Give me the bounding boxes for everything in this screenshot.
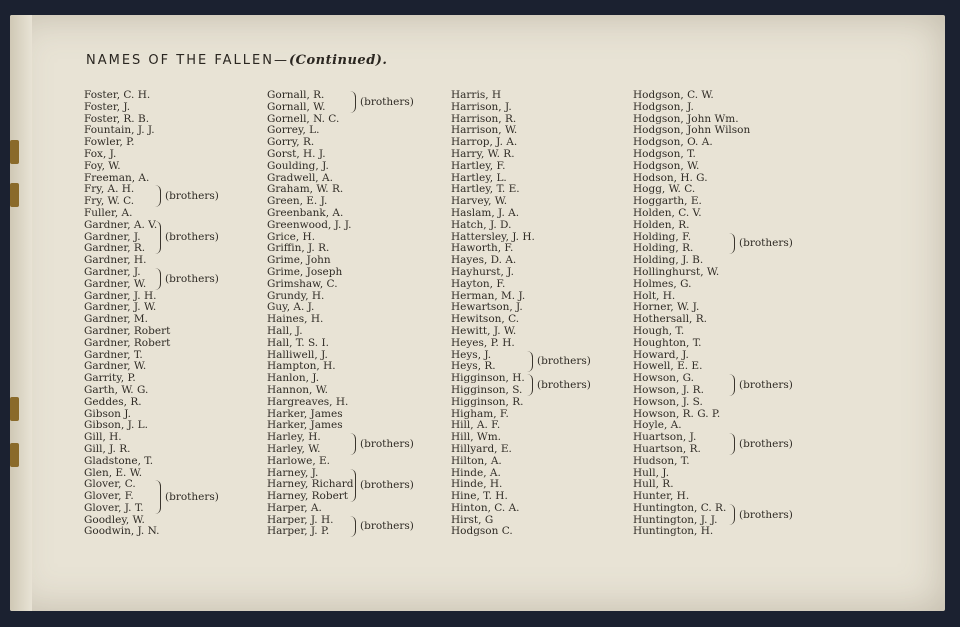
brothers-group [267,89,414,114]
brothers-group [84,218,219,255]
name-entry: Hirst, G [451,513,494,526]
brothers-label: (brothers) [165,272,219,285]
name-entry: Greenbank, A. [267,206,344,219]
name-entry: Heys, J. [451,348,492,361]
brace-mark [154,221,161,254]
brothers-label: (brothers) [537,355,591,368]
name-entry: Hannon, W. [267,383,328,396]
name-entry: Hewartson, J. [451,301,523,314]
name-entry: Goodwin, J. N. [84,525,160,538]
name-entry: Gardner, Robert [84,336,171,349]
name-entry: Gibson, J. L. [84,419,148,432]
name-entry: Heyes, P. H. [451,336,515,349]
names-column-1 [84,89,219,538]
brace-mark [154,185,161,207]
name-entry: Gornell, N. C. [267,112,340,125]
name-entry: Fowler, P. [84,136,135,149]
name-entry: Hatch, J. D. [451,218,512,231]
name-entry: Hull, J. [633,466,670,479]
binding-stitch [10,183,19,207]
name-entry: Howson, R. G. P. [633,407,721,420]
name-entry: Gornall, R. [267,89,325,101]
name-entry: Fuller, A. [84,206,133,219]
brothers-group [84,265,219,291]
name-entry: Griffin, J. R. [267,242,330,255]
name-entry: Hodgson, T. [633,147,696,160]
name-entry: Geddes, R. [84,395,142,408]
name-entry: Holt, H. [633,289,676,302]
name-entry: Houghton, T. [633,336,702,349]
name-entry: Hull, R. [633,478,674,491]
name-entry: Hinton, C. A. [451,501,520,514]
name-entry: Gladstone, T. [84,454,154,467]
name-entry: Holden, R. [633,218,690,231]
name-entry: Higginson, S. [451,383,523,396]
brothers-group [267,513,414,539]
name-entry: Harker, James [267,419,343,432]
name-entry: Hough, T. [633,324,685,337]
name-entry: Gorrey, L. [267,124,320,137]
name-entry: Hartley, F. [451,159,506,172]
name-entry: Hill, A. F. [451,419,501,432]
name-entry: Hill, Wm. [451,431,501,444]
name-entry: Huntington, C. R. [633,501,727,514]
name-entry: Harper, A. [267,501,322,514]
brothers-label: (brothers) [165,190,219,203]
name-entry: Huartson, J. [633,431,697,444]
names-column-3 [451,89,591,538]
name-entry: Harper, J. H. [267,513,334,526]
brothers-label: (brothers) [360,520,414,533]
brothers-label: (brothers) [739,237,793,250]
name-entry: Hodgson, J. [633,100,694,113]
name-entry: Holding, J. B. [633,254,704,267]
brace-mark [728,374,735,396]
brothers-group [451,348,591,374]
name-entry: Hine, T. H. [451,490,508,503]
name-entry: Hoggarth, E. [633,195,702,208]
name-entry: Gill, J. R. [84,442,131,455]
name-entry: Gardner, H. [84,254,147,267]
name-entry: Holding, R. [633,242,694,255]
names-column-2 [267,89,414,538]
name-entry: Foster, J. [84,100,131,113]
name-entry: Hilton, A. [451,454,502,467]
brace-mark [154,268,161,290]
name-entry: Gardner, J. H. [84,289,157,302]
brothers-label: (brothers) [165,231,219,244]
name-entry: Gorry, R. [267,136,315,149]
brace-mark [526,374,533,396]
name-entry: Huntington, J. J. [633,513,718,526]
name-entry: Halliwell, J. [267,348,328,361]
name-entry: Horner, W. J. [633,301,700,314]
name-entry: Hayton, F. [451,277,506,290]
brothers-label: (brothers) [739,437,793,450]
name-entry: Harry, W. R. [451,147,515,160]
name-entry: Gardner, R. [84,242,146,255]
name-entry: Glover, C. [84,478,136,491]
name-entry: Harper, J. P. [267,525,330,538]
name-entry: Hoyle, A. [633,419,682,432]
name-entry: Harvey, W. [451,195,508,208]
name-entry: Greenwood, J. J. [267,218,352,231]
name-entry: Gardner, A. V. [84,218,158,231]
name-entry: Howson, J. R. [633,383,704,396]
heading-dash: — [273,53,289,68]
name-entry: Harrop, J. A. [451,136,518,149]
name-entry: Grime, Joseph [267,265,343,278]
name-entry: Harrison, W. [451,124,518,137]
name-entry: Hall, T. S. I. [267,336,329,349]
binding-stitch [10,443,19,467]
brothers-group [267,466,414,503]
binding-stitch [10,397,19,421]
brothers-group [633,501,793,527]
name-entry: Hampton, H. [267,360,336,373]
name-entry: Haslam, J. A. [451,206,520,219]
brothers-group [84,183,219,208]
brothers-label: (brothers) [537,378,591,391]
name-entry: Grimshaw, C. [267,277,338,290]
names-column-4 [633,89,793,538]
name-entry: Hall, J. [267,324,303,337]
name-entry: Hillyard, E. [451,442,512,455]
name-entry: Garth, W. G. [84,383,149,396]
name-entry: Gardner, J. [84,230,141,243]
brothers-label: (brothers) [739,378,793,391]
name-entry: Hodgson, W. [633,159,700,172]
name-entry: Hodgson, John Wilson [633,124,751,137]
name-entry: Holden, C. V. [633,206,702,219]
name-entry: Harley, H. [267,431,321,444]
name-entry: Gill, H. [84,431,122,444]
name-entry: Gornall, W. [267,100,326,113]
name-entry: Huntington, H. [633,525,714,538]
name-entry: Harney, J. [267,466,319,479]
name-entry: Gardner, T. [84,348,143,361]
name-entry: Hartley, T. E. [451,183,520,196]
name-entry: Howson, J. S. [633,395,703,408]
name-entry: Gorst, H. J. [267,147,326,160]
name-entry: Gardner, M. [84,313,148,326]
brace-mark [349,91,356,113]
name-entry: Grice, H. [267,230,316,243]
name-entry: Green, E. J. [267,195,328,208]
brothers-label: (brothers) [360,95,414,108]
name-entry: Hinde, H. [451,478,503,491]
name-entry: Hargreaves, H. [267,395,349,408]
name-entry: Howard, J. [633,348,689,361]
brothers-label: (brothers) [165,490,219,503]
name-entry: Harley, W. [267,442,321,455]
brace-mark [349,433,356,455]
name-entry: Foster, R. B. [84,112,150,125]
name-entry: Fry, A. H. [84,183,135,196]
name-entry: Hodgson C. [451,525,513,538]
brace-mark [728,433,735,455]
name-entry: Goulding, J. [267,159,329,172]
brothers-label: (brothers) [360,437,414,450]
name-entry: Hodgson, O. A. [633,136,713,149]
name-entry: Haworth, F. [451,242,514,255]
name-entry: Glover, F. [84,490,134,503]
book-binding [10,15,32,611]
name-entry: Garrity, P. [84,372,136,385]
memorial-page [10,15,945,611]
brothers-label: (brothers) [739,508,793,521]
brothers-label: (brothers) [360,479,414,492]
name-entry: Hodgson, C. W. [633,89,714,101]
name-entry: Hogg, W. C. [633,183,696,196]
brace-mark [349,469,356,502]
brace-mark [728,233,735,255]
brothers-group [267,431,414,456]
brace-mark [728,504,735,526]
name-entry: Hewitt, J. W. [451,324,517,337]
name-entry: Harney, Robert [267,490,349,503]
name-entry: Gardner, W. [84,360,147,373]
name-entry: Grundy, H. [267,289,325,302]
name-entry: Heys, R. [451,360,496,373]
name-entry: Haines, H. [267,313,324,326]
brace-mark [526,351,533,373]
name-entry: Guy, A. J. [267,301,315,314]
name-entry: Harker, James [267,407,343,420]
heading-continued: (Continued). [288,53,388,68]
name-entry: Fountain, J. J. [84,124,155,137]
brothers-group [84,478,219,514]
name-entry: Gardner, W. [84,277,147,290]
name-entry: Glen, E. W. [84,466,143,479]
brace-mark [349,516,356,538]
brothers-group [451,372,591,397]
name-entry: Gardner, J. [84,265,141,278]
name-entry: Glover, J. T. [84,501,144,514]
name-entry: Hayes, D. A. [451,254,517,267]
name-entry: Gardner, Robert [84,324,171,337]
name-entry: Foy, W. [84,159,121,172]
name-entry: Holding, F. [633,230,692,243]
name-entry: Holmes, G. [633,277,692,290]
name-entry: Goodley, W. [84,513,145,526]
name-entry: Herman, M. J. [451,289,526,302]
name-entry: Gardner, J. W. [84,301,157,314]
name-entry: Foster, C. H. [84,89,151,101]
name-entry: Higginson, H. [451,372,525,385]
name-entry: Freeman, A. [84,171,150,184]
brothers-group [633,431,793,456]
name-entry: Howson, G. [633,372,694,385]
name-entry: Harrison, R. [451,112,517,125]
name-entry: Harney, Richard [267,478,354,491]
name-entry: Gibson J. [84,407,132,420]
name-entry: Hollinghurst, W. [633,265,720,278]
name-entry: Hodson, H. G. [633,171,708,184]
name-entry: Fry, W. C. [84,195,135,208]
name-entry: Gradwell, A. [267,171,333,184]
name-entry: Harris, H [451,89,502,101]
name-entry: Graham, W. R. [267,183,344,196]
name-entry: Hunter, H. [633,490,690,503]
name-entry: Hartley, L. [451,171,507,184]
name-entry: Harlowe, E. [267,454,330,467]
name-entry: Fox, J. [84,147,117,160]
brothers-group [633,230,793,256]
name-entry: Hattersley, J. H. [451,230,535,243]
name-entry: Hudson, T. [633,454,690,467]
name-entry: Hinde, A. [451,466,501,479]
name-entry: Hothersall, R. [633,313,707,326]
name-entry: Hewitson, C. [451,313,520,326]
name-entry: Harrison, J. [451,100,512,113]
name-entry: Howell, E. E. [633,360,703,373]
name-entry: Grime, John [267,254,331,267]
brothers-group [633,372,793,397]
name-entry: Hanlon, J. [267,372,320,385]
name-entry: Hayhurst, J. [451,265,514,278]
name-entry: Hodgson, John Wm. [633,112,739,125]
page-heading [86,53,387,68]
binding-stitch [10,140,19,164]
name-entry: Higginson, R. [451,395,524,408]
brace-mark [154,480,161,513]
name-entry: Huartson, R. [633,442,701,455]
name-entry: Higham, F. [451,407,509,420]
heading-main: NAMES OF THE FALLEN [86,53,274,68]
